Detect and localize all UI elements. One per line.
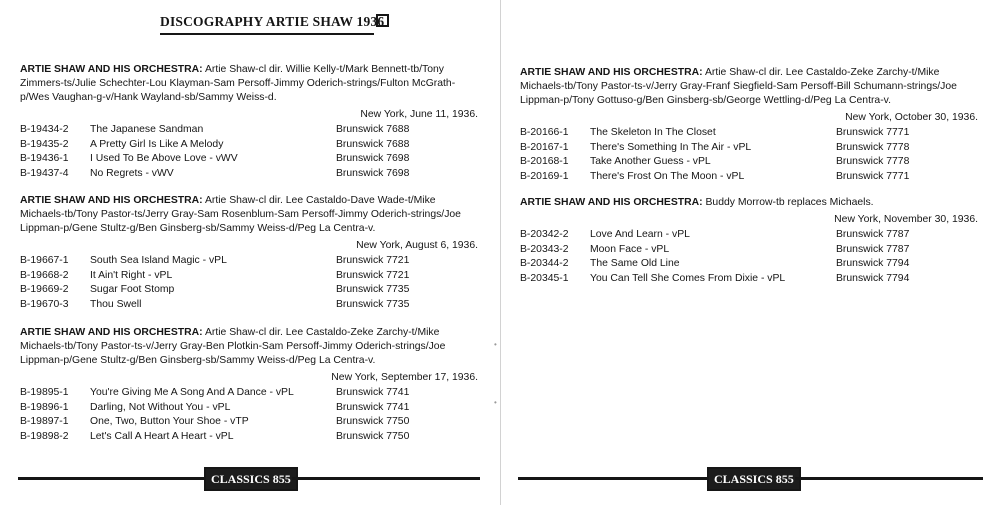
record-label: Brunswick 7741 [336,401,410,413]
matrix-number: B-20342-2 [520,229,569,240]
record-label: Brunswick 7750 [336,430,410,442]
track-title: I Used To Be Above Love - vWV [90,153,238,164]
fold-mark: • [494,398,497,407]
matrix-number: B-19434-2 [20,124,69,135]
record-label: Brunswick 7688 [336,138,410,150]
session-june-11 [20,63,482,181]
track-title: There's Something In The Air - vPL [590,141,752,153]
track-row [20,430,482,445]
track-title: You're Giving Me A Song And A Dance - vPL [90,387,294,398]
track-title: One, Two, Button Your Shoe - vTP [90,416,249,427]
track-row [20,269,482,284]
record-label: Brunswick 7771 [836,170,910,182]
track-title: There's Frost On The Moon - vPL [590,170,745,182]
record-label: Brunswick 7787 [836,229,910,240]
record-label: Brunswick 7787 [836,243,910,255]
track-row [520,272,982,287]
track-row [20,167,482,182]
track-list [20,123,482,181]
footer-rule-left [18,477,204,480]
track-row [20,298,482,313]
track-list [520,126,982,184]
band-name: ARTIE SHAW AND HIS ORCHESTRA: [20,64,203,75]
personnel-text: Buddy Morrow-tb replaces Michaels. [705,197,874,208]
matrix-number: B-20167-1 [520,141,569,153]
track-list [20,386,482,444]
track-title: South Sea Island Magic - vPL [90,255,227,266]
matrix-number: B-20168-1 [520,156,569,167]
footer-badge: CLASSICS 855 [707,467,801,491]
session-october-30 [520,66,982,184]
track-row [520,228,982,243]
title-square-ornament [376,14,389,27]
record-label: Brunswick 7735 [336,298,410,310]
track-row [20,415,482,430]
title-underline [160,33,374,35]
track-row [20,283,482,298]
track-row [20,152,482,167]
record-label: Brunswick 7778 [836,156,910,167]
session-date: New York, June 11, 1936. [360,109,478,120]
track-row [20,138,482,153]
track-row [20,386,482,401]
record-label: Brunswick 7698 [336,167,410,179]
record-label: Brunswick 7735 [336,284,410,295]
track-list [520,228,982,286]
personnel-text: Artie Shaw-cl dir. Lee Castaldo-Zeke Zarchy-t/Mike Michaels-tb/Tony Pastor-ts-v/Jerry Gray-Franf Siegfield-Sam Persoff-Bill Schumann-strings/Joe Lippman-p/Tony Gottuso-g/Ben Ginsberg-sb/George Wettling-d/Peg La Centra-v. [520,67,957,106]
record-label: Brunswick 7698 [336,153,410,164]
record-label: Brunswick 7721 [336,255,410,266]
matrix-number: B-19668-2 [20,269,69,281]
matrix-number: B-19895-1 [20,387,69,398]
track-row [20,254,482,269]
track-row [520,155,982,170]
fold-mark: • [494,340,497,349]
track-row [520,243,982,258]
matrix-number: B-20344-2 [520,258,569,269]
track-title: You Can Tell She Comes From Dixie - vPL [590,272,786,284]
matrix-number: B-19437-4 [20,167,69,179]
session-personnel [20,194,482,236]
matrix-number: B-19898-2 [20,430,69,442]
matrix-number: B-20345-1 [520,272,569,284]
record-label: Brunswick 7688 [336,124,410,135]
track-row [520,126,982,141]
matrix-number: B-20166-1 [520,127,569,138]
track-title: The Japanese Sandman [90,124,204,135]
matrix-number: B-19436-1 [20,153,69,164]
track-row [20,123,482,138]
session-date: New York, August 6, 1936. [356,240,478,251]
track-title: Darling, Not Without You - vPL [90,401,231,413]
matrix-number: B-20169-1 [520,170,569,182]
matrix-number: B-19897-1 [20,416,69,427]
record-label: Brunswick 7794 [836,258,910,269]
matrix-number: B-20343-2 [520,243,569,255]
track-list [20,254,482,312]
session-date: New York, October 30, 1936. [845,112,978,123]
footer-rule-right [292,477,480,480]
matrix-number: B-19670-3 [20,298,69,310]
track-title: The Same Old Line [590,258,680,269]
track-title: No Regrets - vWV [90,167,174,179]
session-september-17 [20,326,482,444]
band-name: ARTIE SHAW AND HIS ORCHESTRA: [520,197,703,208]
matrix-number: B-19896-1 [20,401,69,413]
record-label: Brunswick 7721 [336,269,410,281]
track-title: Thou Swell [90,298,142,310]
track-title: Take Another Guess - vPL [590,156,711,167]
footer-badge: CLASSICS 855 [204,467,298,491]
session-personnel [20,63,482,105]
track-row [20,401,482,416]
matrix-number: B-19667-1 [20,255,69,266]
matrix-number: B-19435-2 [20,138,69,150]
track-title: Love And Learn - vPL [590,229,690,240]
track-row [520,170,982,185]
band-name: ARTIE SHAW AND HIS ORCHESTRA: [20,195,203,206]
track-row [520,257,982,272]
matrix-number: B-19669-2 [20,284,69,295]
personnel-text: Artie Shaw-cl dir. Lee Castaldo-Zeke Zarchy-t/Mike Michaels-tb/Tony Pastor-ts-v/Jerry Gray-Ben Plotkin-Sam Persoff-Jimmy Oderich-strings/Joe Lippman-p/Gene Stultz-g/Ben Ginsberg-sb/Sammy Weiss-d/Peg La Centra-v. [20,327,446,366]
session-august-6 [20,194,482,312]
page-title: DISCOGRAPHY ARTIE SHAW 1936 [160,14,385,29]
session-personnel [520,66,982,108]
session-date: New York, September 17, 1936. [331,372,478,383]
track-title: A Pretty Girl Is Like A Melody [90,138,224,150]
record-label: Brunswick 7778 [836,141,910,153]
track-title: Moon Face - vPL [590,243,670,255]
session-date: New York, November 30, 1936. [834,214,978,225]
band-name: ARTIE SHAW AND HIS ORCHESTRA: [520,67,703,78]
track-title: Sugar Foot Stomp [90,284,175,295]
band-name: ARTIE SHAW AND HIS ORCHESTRA: [20,327,203,338]
session-personnel [20,326,482,368]
personnel-text: Artie Shaw-cl dir. Lee Castaldo-Dave Wade-t/Mike Michaels-tb/Tony Pastor-ts/Jerry Gray-Sam Rosenblum-Sam Persoff-Jimmy Oderich-strings/Joe Lippman-p/Gene Stultz-g/Ben Ginsberg-sb/Sammy Weiss-d/Peg La Centra-v. [20,195,461,234]
session-november-30 [520,196,982,286]
track-title: The Skeleton In The Closet [590,127,716,138]
session-personnel [520,196,982,210]
record-label: Brunswick 7741 [336,387,410,398]
footer-rule-left [518,477,707,480]
track-row [520,141,982,156]
personnel-text: Artie Shaw-cl dir. Willie Kelly-t/Mark Bennett-tb/Tony Zimmers-ts/Julie Schechter-Lou Klayman-Sam Persoff-Jimmy Oderich-strings/Fulton McGrath-p/Wes Vaughan-g-v/Hank Wayland-sb/Sammy Weiss-d. [20,64,456,103]
record-label: Brunswick 7750 [336,416,410,427]
right-page [494,0,1000,505]
footer-rule-right [795,477,983,480]
record-label: Brunswick 7794 [836,272,910,284]
record-label: Brunswick 7771 [836,127,910,138]
track-title: Let's Call A Heart A Heart - vPL [90,430,234,442]
track-title: It Ain't Right - vPL [90,269,173,281]
